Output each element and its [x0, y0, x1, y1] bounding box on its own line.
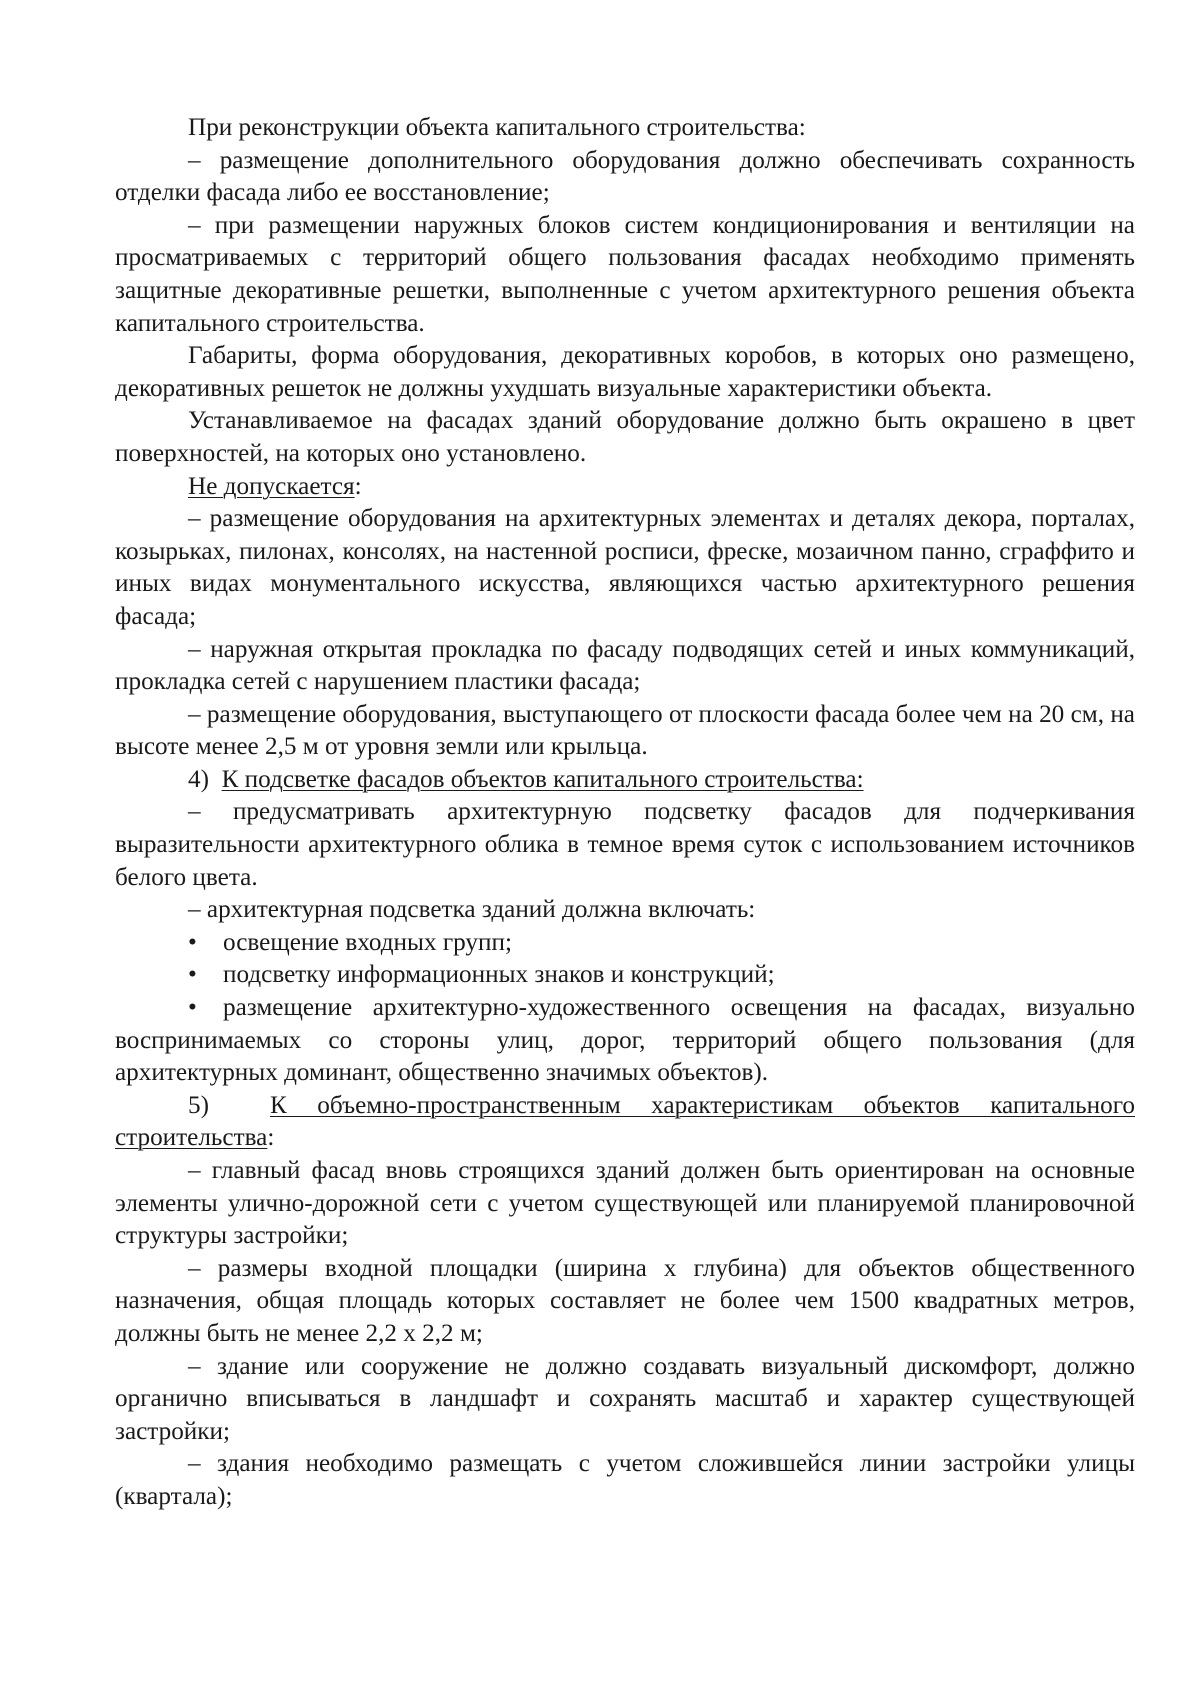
bullet-icon: • — [188, 994, 197, 1022]
heading-tail: : — [267, 1124, 275, 1152]
item-number: 4) — [188, 765, 209, 793]
bullet-text: подсветку информационных знаков и конструкций; — [223, 961, 775, 989]
bullet-item — [115, 927, 1135, 960]
paragraph: – предусматривать архитектурную подсветку фасадов для подчеркивания выразительности архитектурного облика в темное время суток с использованием источников белого цвета. — [115, 798, 1135, 891]
item-number: 5) — [188, 1091, 209, 1119]
paragraph: Устанавливаемое на фасадах зданий оборудование должно быть окрашено в цвет поверхностей, на которых оно установлено. — [115, 407, 1135, 467]
paragraph: – размещение дополнительного оборудования должно обеспечивать сохранность отделки фасада либо ее восстановление; — [115, 146, 1135, 207]
bullet-text: освещение входных групп; — [223, 928, 512, 956]
paragraph: – здание или сооружение не должно создавать визуальный дискомфорт, должно органично вписываться в ландшафт и сохранять масштаб и характер существующей застройки; — [115, 1352, 1135, 1445]
paragraph: – архитектурная подсветка зданий должна включать: — [188, 896, 756, 924]
heading-underlined: Не допускается — [188, 472, 355, 500]
paragraph: – размеры входной площадки (ширина х глубина) для объектов общественного назначения, общая площадь которых составляет не более чем 1500 квадратных метров, должны быть не менее 2,2 х 2,2 м; — [115, 1254, 1135, 1347]
bullet-icon: • — [188, 928, 197, 956]
paragraph: – здания необходимо размещать с учетом сложившейся линии застройки улицы (квартала); — [115, 1450, 1135, 1510]
document-page — [115, 112, 1135, 1514]
paragraph: – размещение оборудования, выступающего от плоскости фасада более чем на 20 см, на высоте менее 2,5 м от уровня земли или крыльца. — [115, 700, 1135, 761]
bullet-item — [115, 992, 1135, 1090]
numbered-heading — [115, 1090, 1135, 1155]
paragraph: Габариты, форма оборудования, декоративных коробов, в которых оно размещено, декоративных решеток не должны ухудшать визуальные характеристики объекта. — [115, 342, 1135, 402]
paragraph: – при размещении наружных блоков систем кондиционирования и вентиляции на просматриваемых с территорий общего пользования фасадах необходимо применять защитные декоративные решетки, выполненные с учетом архитектурного решения объекта капитального строительства. — [115, 211, 1135, 337]
heading-underlined: К объемно-пространственным характеристикам объектов капитального строительства — [115, 1091, 1136, 1152]
bullet-text: размещение архитектурно-художественного освещения на фасадах, визуально воспринимаемых со стороны улиц, дорог, территорий общего пользования (для архитектурных доминант, общественно значимых объектов). — [115, 994, 1135, 1087]
paragraph: – наружная открытая прокладка по фасаду подводящих сетей и иных коммуникаций, прокладка сетей с нарушением пластики фасада; — [115, 635, 1135, 696]
heading-underlined: К подсветке фасадов объектов капитального строительства: — [221, 765, 864, 793]
bullet-item — [115, 959, 1135, 992]
heading-tail: : — [354, 472, 362, 500]
paragraph: При реконструкции объекта капитального строительства: — [188, 114, 806, 141]
section-heading — [115, 471, 1135, 504]
numbered-heading — [115, 764, 1135, 797]
bullet-icon: • — [188, 961, 197, 989]
paragraph: – размещение оборудования на архитектурных элементах и деталях декора, порталах, козырьках, пилонах, консолях, на настенной росписи, фреске, мозаичном панно, сграффито и иных видах монументального искусства, являющихся частью архитектурного решения фасада; — [115, 505, 1135, 630]
paragraph: – главный фасад вновь строящихся зданий должен быть ориентирован на основные элементы улично-дорожной сети с учетом существующей или планируемой планировочной структуры застройки; — [115, 1157, 1135, 1250]
